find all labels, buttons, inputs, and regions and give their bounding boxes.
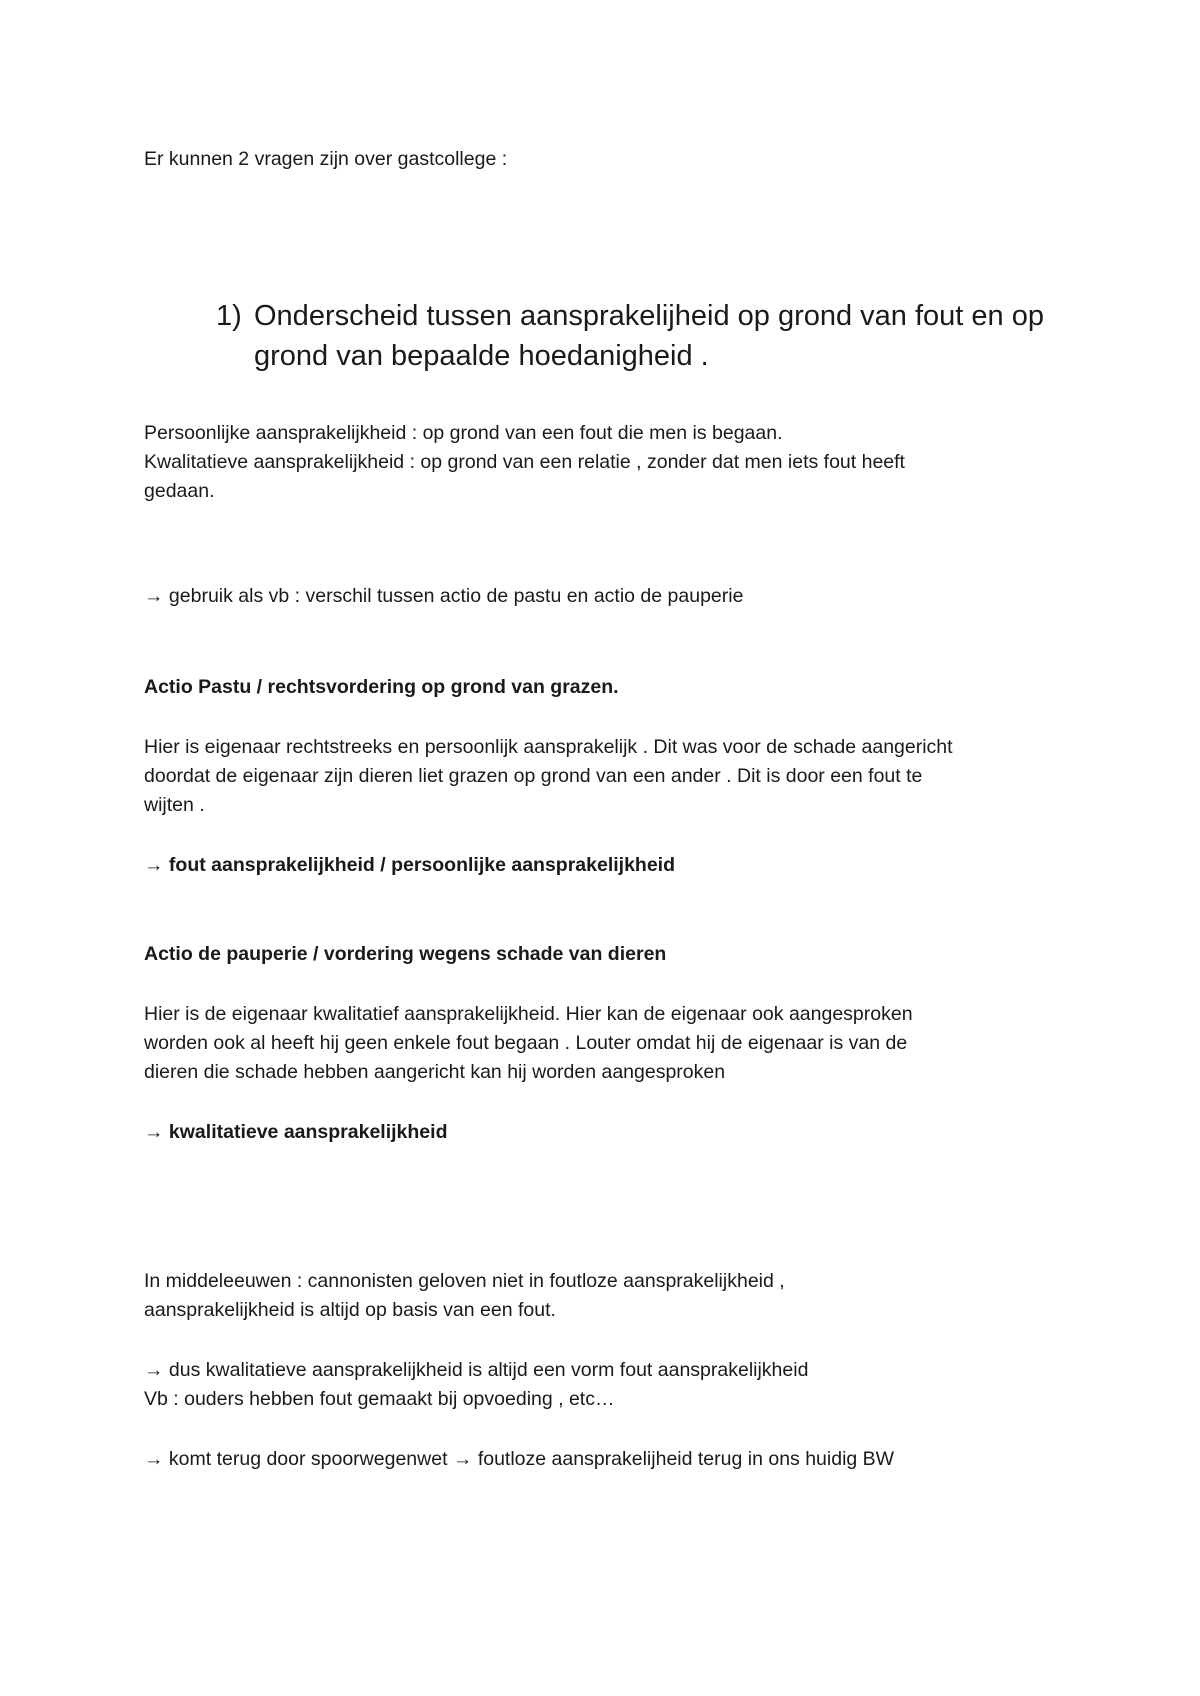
actio-pastu-heading: Actio Pastu / rechtsvordering op grond van grazen. — [144, 676, 619, 698]
middeleeuwen-note-2: Vb : ouders hebben fout gemaakt bij opvoeding , etc… — [144, 1388, 615, 1410]
middeleeuwen-note-1: → dus kwalitatieve aansprakelijkheid is altijd een vorm fout aansprakelijkheid — [144, 1359, 809, 1381]
actio-pastu-line-1: Hier is eigenaar rechtstreeks en persoonlijk aansprakelijk . Dit was voor de schade aangericht — [144, 736, 953, 758]
example-note: → gebruik als vb : verschil tussen actio de pastu en actio de pauperie — [144, 585, 744, 607]
actio-pauperie-line-3: dieren die schade hebben aangericht kan hij worden aangesproken — [144, 1061, 726, 1083]
actio-pastu-conclusion: → fout aansprakelijkheid / persoonlijke aansprakelijkheid — [144, 854, 676, 876]
middeleeuwen-line-2: aansprakelijkheid is altijd op basis van een fout. — [144, 1299, 556, 1321]
definition-qualitative-cont: gedaan. — [144, 480, 215, 502]
intro-text: Er kunnen 2 vragen zijn over gastcollege : — [144, 148, 508, 170]
definition-qualitative: Kwalitatieve aansprakelijkheid : op grond van een relatie , zonder dat men iets fout heeft — [144, 451, 905, 473]
question-number: 1) — [216, 300, 242, 332]
middeleeuwen-note-3: → komt terug door spoorwegenwet → foutloze aansprakelijheid terug in ons huidig BW — [144, 1448, 895, 1470]
question-line-2: grond van bepaalde hoedanigheid . — [254, 340, 709, 372]
actio-pauperie-line-1: Hier is de eigenaar kwalitatief aansprakelijkheid. Hier kan de eigenaar ook aangesproken — [144, 1003, 913, 1025]
actio-pauperie-conclusion: → kwalitatieve aansprakelijkheid — [144, 1121, 448, 1143]
actio-pastu-line-2: doordat de eigenaar zijn dieren liet grazen op grond van een ander . Dit is door een fout te — [144, 765, 923, 787]
question-line-1: Onderscheid tussen aansprakelijheid op grond van fout en op — [254, 300, 1044, 332]
middeleeuwen-line-1: In middeleeuwen : cannonisten geloven niet in foutloze aansprakelijkheid , — [144, 1270, 785, 1292]
actio-pauperie-heading: Actio de pauperie / vordering wegens schade van dieren — [144, 943, 667, 965]
definition-personal: Persoonlijke aansprakelijkheid : op grond van een fout die men is begaan. — [144, 422, 783, 444]
actio-pauperie-line-2: worden ook al heeft hij geen enkele fout begaan . Louter omdat hij de eigenaar is van de — [144, 1032, 908, 1054]
actio-pastu-line-3: wijten . — [144, 794, 205, 816]
